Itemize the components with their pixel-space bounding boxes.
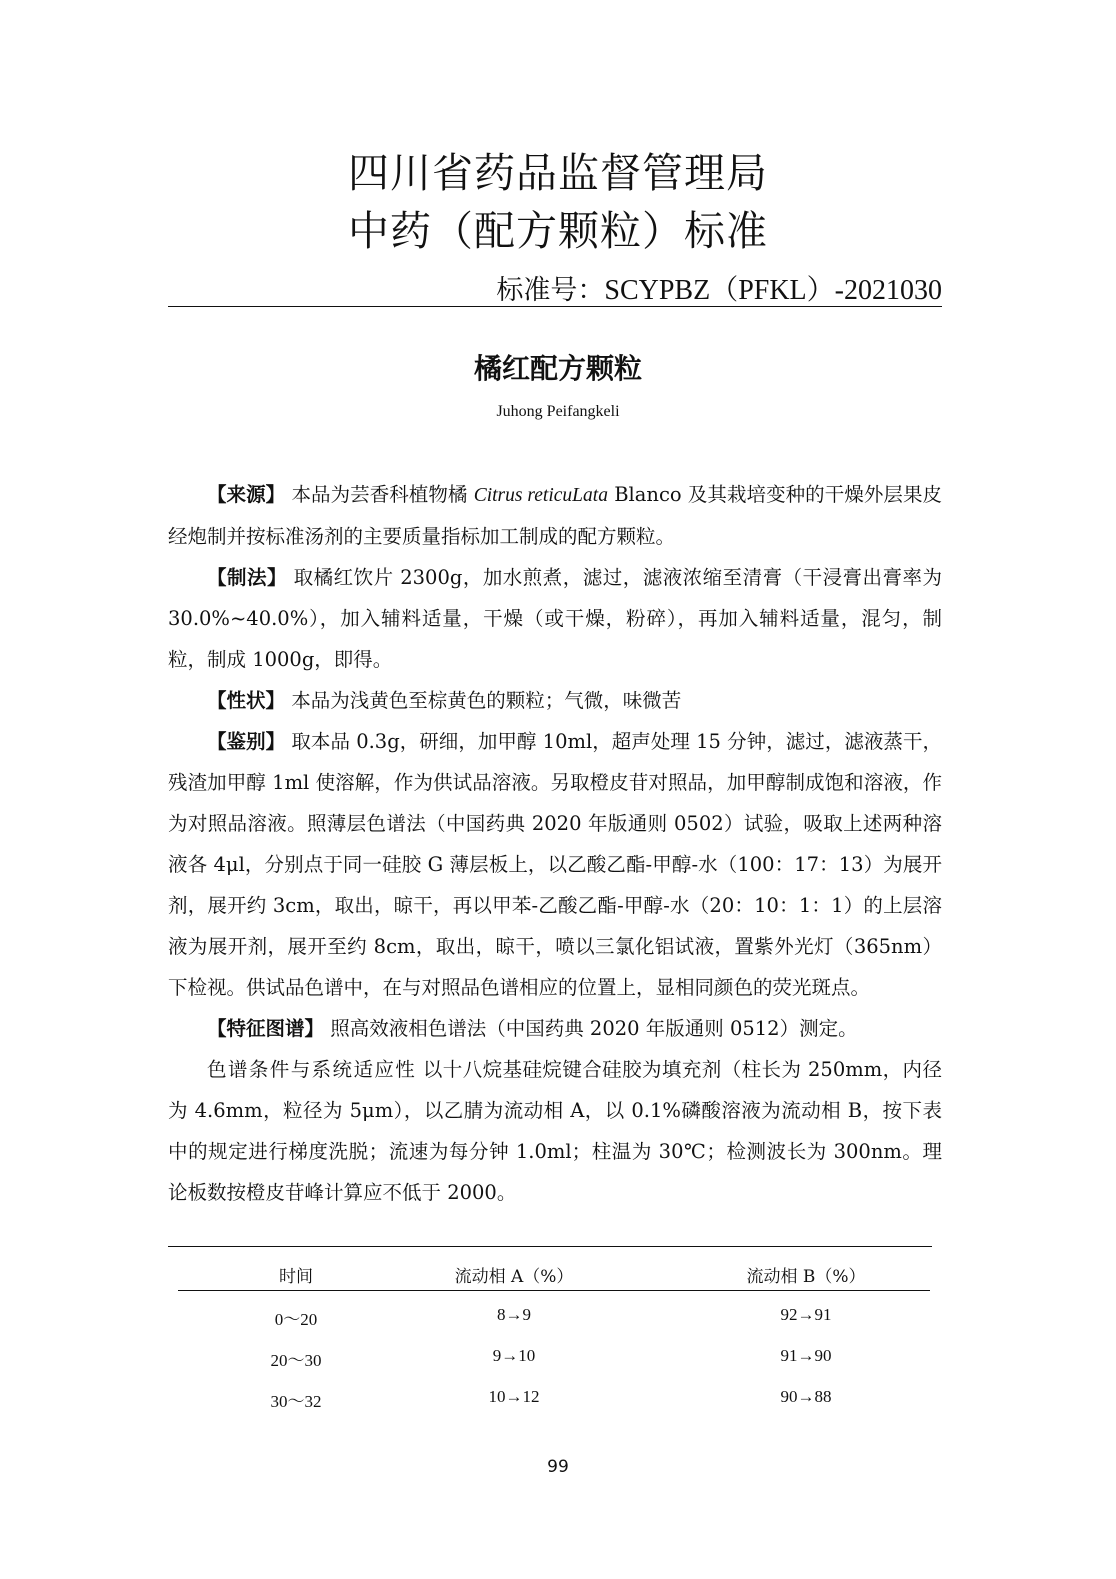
section-identification — [168, 721, 942, 1008]
table-row — [178, 1305, 930, 1335]
table-cell: 92→91 — [780, 1305, 832, 1324]
table-cell: 0～20 — [274, 1310, 318, 1329]
standard-number-code: SCYPBZ（PFKL）-2021030 — [604, 275, 942, 306]
table-header-cell: 流动相 B（%） — [746, 1267, 866, 1287]
table-cell: 91→90 — [780, 1346, 832, 1365]
page-number: 99 — [547, 1457, 569, 1477]
standard-number-label: 标准号： — [496, 275, 605, 306]
section-label: 【鉴别】 — [207, 730, 286, 753]
section-method — [168, 557, 942, 680]
section-text: 以十八烷基硅烷键合硅胶为填充剂（柱长为 250mm，内径为 4.6mm，粒径为 5μm），以乙腈为流动相 A，以 0.1%磷酸溶液为流动相 B，按下表中的规定进行梯度洗脱；流速为每分钟 1.0ml；柱温为 30℃；检测波长为 300nm。理论板数按橙皮苷峰计算应不低于 2000。 — [168, 1058, 942, 1204]
section-source — [168, 474, 942, 557]
table-cell: 20～30 — [270, 1351, 322, 1370]
table-cell: 8→9 — [497, 1305, 531, 1324]
table-cell: 9→10 — [492, 1346, 536, 1365]
table-header-cell: 流动相 A（%） — [454, 1267, 574, 1287]
table-row — [178, 1387, 930, 1417]
section-fingerprint — [168, 1008, 942, 1049]
section-text: 照高效液相色谱法（中国药典 2020 年版通则 0512）测定。 — [330, 1017, 858, 1040]
standard-number — [496, 268, 942, 308]
section-label: 【来源】 — [207, 483, 286, 506]
product-pinyin: Juhong Peifangkeli — [496, 403, 620, 420]
section-label: 【制法】 — [207, 566, 287, 589]
latin-name: Citrus reticuLata — [473, 485, 608, 506]
table-cell: 90→88 — [780, 1387, 832, 1406]
section-text: 本品为芸香科植物橘 — [291, 483, 474, 506]
section-label: 【特征图谱】 — [207, 1017, 325, 1040]
section-text: 本品为浅黄色至棕黄色的颗粒；气微，味微苦 — [291, 689, 682, 712]
section-character — [168, 680, 942, 721]
table-row — [178, 1346, 930, 1376]
header-divider — [168, 306, 942, 307]
section-text: Blanco 及其栽培变种的干燥外层果皮经炮制并按标准汤剂的主要质量指标加工制成的配方颗粒。 — [168, 483, 943, 548]
table-cell: 10→12 — [488, 1387, 540, 1406]
table-header-row — [178, 1262, 930, 1292]
section-text: 取橘红饮片 2300g，加水煎煮，滤过，滤液浓缩至清膏（干浸膏出膏率为 30.0%~40.0%），加入辅料适量，干燥（或干燥，粉碎），再加入辅料适量，混匀，制粒，制成 1000g，即得。 — [168, 566, 942, 671]
header-title-line1: 四川省药品监督管理局 — [348, 149, 768, 197]
section-label: 【性状】 — [207, 689, 286, 712]
section-conditions — [168, 1049, 942, 1213]
product-title: 橘红配方颗粒 — [473, 352, 642, 385]
document-body — [168, 474, 942, 1213]
table-header-cell: 时间 — [279, 1267, 313, 1287]
table-cell: 30～32 — [270, 1392, 322, 1411]
header-title-line2: 中药（配方颗粒）标准 — [348, 207, 768, 255]
table-top-rule — [168, 1246, 932, 1247]
section-label: 色谱条件与系统适应性 — [207, 1058, 417, 1081]
section-text: 取本品 0.3g，研细，加甲醇 10ml，超声处理 15 分钟，滤过，滤液蒸干，残渣加甲醇 1ml 使溶解，作为供试品溶液。另取橙皮苷对照品，加甲醇制成饱和溶液，作为对照品溶液。照薄层色谱法（中国药典 2020 年版通则 0502）试验，吸取上述两种溶液各 4μl，分别点于同一硅胶 G 薄层板上，以乙酸乙酯-甲醇-水（100：17：13）为展开剂，展开约 3cm，取出，晾干，再以甲苯-乙酸乙酯-甲醇-水（20：10：1：1）的上层溶液为展开剂，展开至约 8cm，取出，晾干，喷以三氯化铝试液，置紫外光灯（365nm）下检视。供试品色谱中，在与对照品色谱相应的位置上，显相同颜色的荧光斑点。 — [168, 730, 942, 999]
